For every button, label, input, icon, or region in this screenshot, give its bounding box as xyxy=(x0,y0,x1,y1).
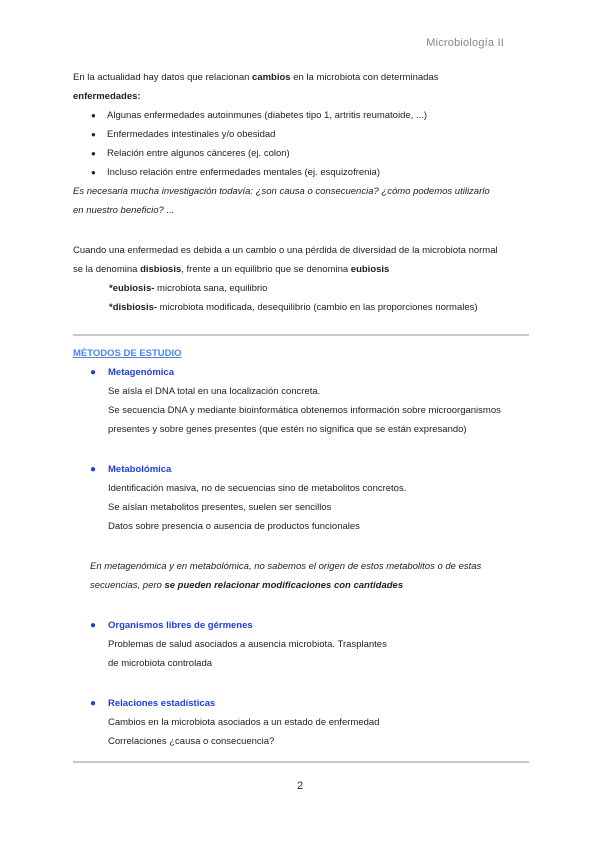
eubiosis-def: microbiota sana, equilibrio xyxy=(154,283,268,294)
method-line: Problemas de salud asociados a ausencia microbiota. Trasplantes xyxy=(108,639,387,650)
bullet-icon: ● xyxy=(90,698,97,709)
intro-text-2: en la microbiota con determinadas xyxy=(290,72,439,83)
intro-bold-cambios: cambios xyxy=(252,72,291,83)
bullet-icon: ● xyxy=(91,111,96,120)
method-line: Se secuencia DNA y mediante bioinformática obtenemos información sobre microorganismos xyxy=(108,405,501,416)
note-line-2a: secuencias, pero xyxy=(90,580,165,591)
method-body xyxy=(73,479,529,536)
method-metagenomica xyxy=(73,363,529,439)
research-question-line-2: en nuestro beneficio? ... xyxy=(73,205,175,216)
page-header-subject: Microbiología II xyxy=(426,37,504,49)
research-question-line-1: Es necesaria mucha investigación todavía: ¿son causa o consecuencia? ¿cómo podemos utilizarlo xyxy=(73,186,490,197)
list-item xyxy=(91,144,529,163)
intro-bold-enfermedades: enfermedades: xyxy=(73,91,141,102)
method-heading xyxy=(73,694,529,713)
dysbiosis-bold-disbiosis: disbiosis xyxy=(140,264,182,275)
spacer xyxy=(73,595,529,616)
method-heading xyxy=(73,616,529,635)
eubiosis-term: *eubiosis- xyxy=(109,283,155,294)
page-number: 2 xyxy=(296,780,304,792)
list-item-text: Relación entre algunos cánceres (ej. colon) xyxy=(107,148,290,159)
disbiosis-definition xyxy=(73,298,529,317)
spacer xyxy=(73,336,529,344)
eubiosis-definition xyxy=(73,279,529,298)
dysbiosis-paragraph xyxy=(73,241,529,260)
note-bold: se pueden relacionar modificaciones con cantidades xyxy=(164,580,404,591)
method-line: Identificación masiva, no de secuencias sino de metabolitos concretos. xyxy=(108,483,407,494)
method-body xyxy=(73,713,529,751)
method-heading-text: Relaciones estadísticas xyxy=(108,698,216,709)
method-line: Cambios en la microbiota asociados a un estado de enfermedad xyxy=(108,717,380,728)
method-body xyxy=(73,635,529,673)
method-line: Datos sobre presencia o ausencia de productos funcionales xyxy=(108,521,360,532)
spacer xyxy=(73,220,529,241)
disease-list xyxy=(73,106,529,182)
bullet-icon: ● xyxy=(91,130,96,139)
section-title-metodos xyxy=(73,344,529,363)
method-line: presentes y sobre genes presentes (que estén no significa que se están expresando) xyxy=(108,424,467,435)
dysbiosis-line-1: Cuando una enfermedad es debida a un cambio o una pérdida de diversidad de la microbiota normal xyxy=(73,245,498,256)
method-heading-text: Organismos libres de gérmenes xyxy=(108,620,253,631)
spacer xyxy=(73,751,529,761)
section-divider xyxy=(73,761,529,763)
method-line: de microbiota controlada xyxy=(108,658,213,669)
intro-paragraph xyxy=(73,68,529,87)
methods-note xyxy=(73,557,529,595)
disbiosis-term: *disbiosis- xyxy=(109,302,158,313)
list-item-text: Enfermedades intestinales y/o obesidad xyxy=(107,129,276,140)
method-heading-text: Metagenómica xyxy=(108,367,174,378)
section-title-text: MÉTODOS DE ESTUDIO xyxy=(73,348,182,359)
spacer xyxy=(73,536,529,557)
method-line: Se aíslan metabolitos presentes, suelen ser sencillos xyxy=(108,502,332,513)
method-metabolomica xyxy=(73,460,529,536)
disbiosis-def: microbiota modificada, desequilibrio (cambio en las proporciones normales) xyxy=(157,302,478,313)
list-item xyxy=(91,106,529,125)
research-question xyxy=(73,182,529,201)
bullet-icon: ● xyxy=(90,620,97,631)
method-relaciones xyxy=(73,694,529,751)
dysbiosis-text-c: , frente a un equilibrio que se denomina xyxy=(181,264,351,275)
list-item xyxy=(91,125,529,144)
method-organismos xyxy=(73,616,529,673)
page-content xyxy=(73,68,529,763)
method-heading xyxy=(73,363,529,382)
spacer xyxy=(73,439,529,460)
list-item xyxy=(91,163,529,182)
intro-paragraph-2 xyxy=(73,87,529,106)
method-heading-text: Metabolómica xyxy=(108,464,172,475)
bullet-icon: ● xyxy=(91,168,96,177)
bullet-icon: ● xyxy=(90,464,97,475)
intro-text-1: En la actualidad hay datos que relacionan xyxy=(73,72,253,83)
list-item-text: Incluso relación entre enfermedades mentales (ej. esquizofrenia) xyxy=(107,167,381,178)
list-item-text: Algunas enfermedades autoinmunes (diabetes tipo 1, artritis reumatoide, ...) xyxy=(107,110,428,121)
method-heading xyxy=(73,460,529,479)
spacer xyxy=(73,673,529,694)
spacer xyxy=(73,317,529,334)
dysbiosis-paragraph-2 xyxy=(73,260,529,279)
bullet-icon: ● xyxy=(90,367,97,378)
method-body xyxy=(73,382,529,439)
dysbiosis-bold-eubiosis: eubiosis xyxy=(350,264,390,275)
method-line: Se aísla el DNA total en una localización concreta. xyxy=(108,386,321,397)
research-question-cont xyxy=(73,201,529,220)
dysbiosis-text-a: se la denomina xyxy=(73,264,141,275)
bullet-icon: ● xyxy=(91,149,96,158)
method-line: Correlaciones ¿causa o consecuencia? xyxy=(108,736,275,747)
note-line-1: En metagenómica y en metabolómica, no sabemos el origen de estos metabolitos o de estas xyxy=(90,561,482,572)
